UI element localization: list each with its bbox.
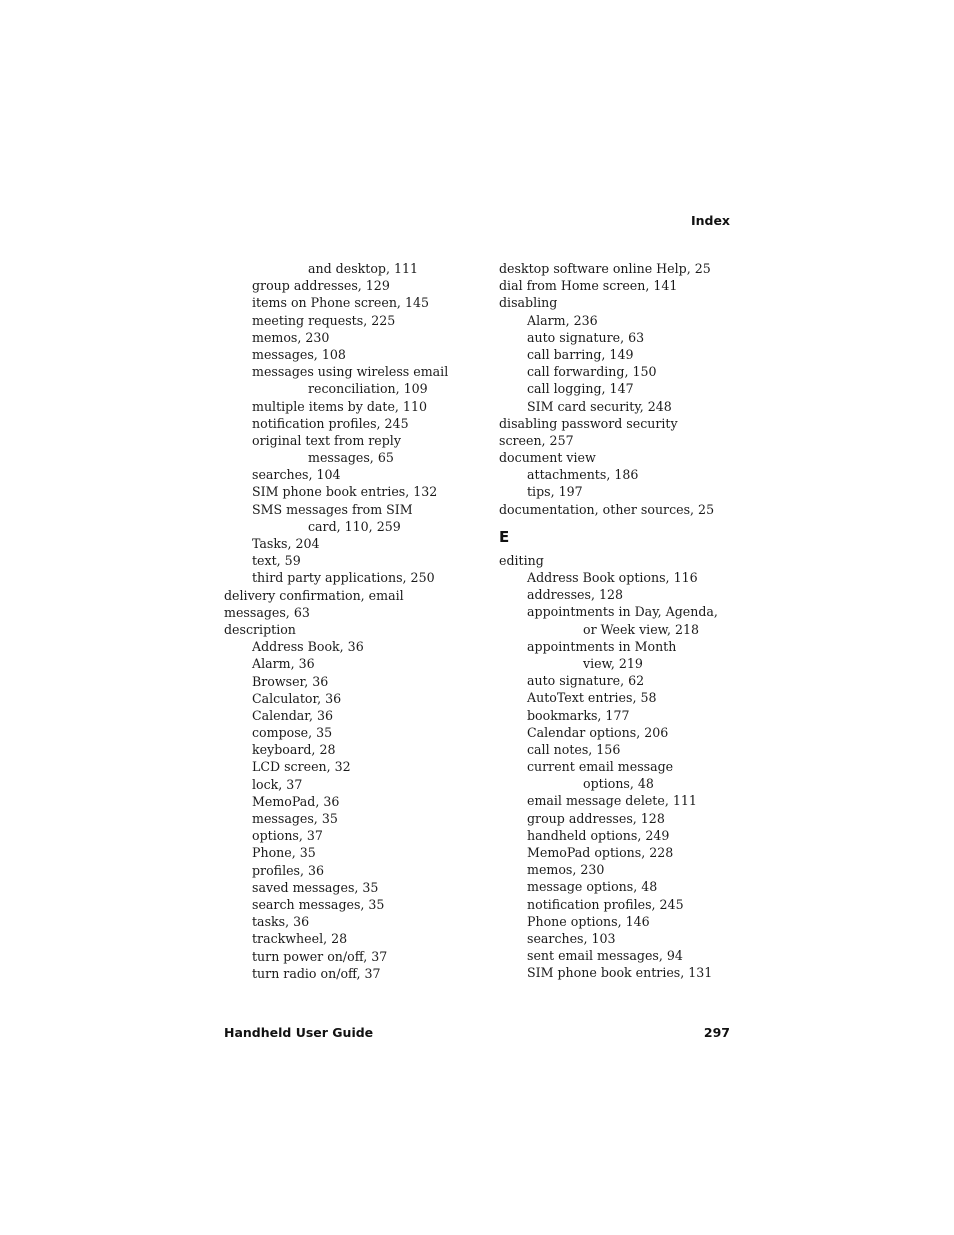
index-entry: messages, 65: [308, 450, 394, 466]
index-entry: description: [224, 621, 296, 637]
index-entry: options, 48: [583, 776, 654, 792]
index-entry: memos, 230: [252, 329, 330, 345]
index-entry: sent email messages, 94: [527, 948, 683, 964]
index-entry: Alarm, 36: [252, 656, 315, 672]
index-group-e: [499, 552, 739, 982]
index-entry: notification profiles, 245: [527, 896, 684, 912]
index-entry: Phone, 35: [252, 845, 316, 861]
index-entry: Address Book, 36: [252, 639, 364, 655]
index-entry: screen, 257: [499, 432, 574, 448]
index-entry: handheld options, 249: [527, 827, 670, 843]
index-entry: email message delete, 111: [527, 793, 697, 809]
index-entry: Tasks, 204: [252, 536, 320, 551]
index-entry: search messages, 35: [252, 896, 385, 912]
index-entry: disabling: [499, 295, 558, 311]
index-entry: searches, 104: [252, 467, 341, 483]
index-entry: call barring, 149: [527, 346, 634, 362]
index-entry: tips, 197: [527, 484, 583, 500]
footer-page-number: 297: [703, 1025, 730, 1040]
index-entry: editing: [499, 552, 544, 568]
index-column-left: [224, 260, 484, 982]
index-entry: Calendar, 36: [252, 707, 333, 723]
index-entry: desktop software online Help, 25: [499, 261, 711, 276]
index-entry: messages, 63: [224, 604, 310, 620]
index-entry: compose, 35: [252, 725, 333, 741]
index-entry: memos, 230: [527, 862, 605, 878]
index-entry: view, 219: [583, 655, 643, 671]
index-entry: dial from Home screen, 141: [499, 278, 678, 294]
index-entry: Alarm, 236: [527, 312, 598, 328]
index-entry: call notes, 156: [527, 741, 621, 757]
index-entry: group addresses, 129: [252, 278, 390, 294]
index-entry: documentation, other sources, 25: [499, 501, 715, 517]
index-entry: auto signature, 63: [527, 329, 645, 345]
index-entry: MemoPad, 36: [252, 793, 340, 809]
index-entry: document view: [499, 450, 596, 466]
index-entry: MemoPad options, 228: [527, 845, 674, 860]
section-letter-heading: E: [499, 527, 510, 546]
index-entry: notification profiles, 245: [252, 415, 409, 431]
index-entry: saved messages, 35: [252, 879, 379, 895]
index-entry: Calculator, 36: [252, 690, 342, 706]
index-entry: text, 59: [252, 553, 301, 569]
index-entry: lock, 37: [252, 776, 303, 792]
index-entry: Browser, 36: [252, 673, 329, 689]
index-entry: group addresses, 128: [527, 810, 665, 826]
index-entry: original text from reply: [252, 432, 401, 448]
index-entry: appointments in Day, Agenda,: [527, 604, 718, 620]
index-entry: delivery confirmation, email: [224, 587, 404, 603]
index-entry: and desktop, 111: [308, 261, 419, 276]
index-entry: or Week view, 218: [583, 621, 699, 637]
index-entry: messages using wireless email: [252, 364, 449, 380]
running-head: Index: [690, 213, 730, 228]
index-group-d: [499, 260, 739, 518]
index-entry: third party applications, 250: [252, 570, 435, 586]
index-entry: call logging, 147: [527, 381, 634, 397]
index-entry: trackwheel, 28: [252, 931, 348, 947]
index-entry: Phone options, 146: [527, 913, 650, 929]
index-entry: SIM phone book entries, 131: [527, 965, 713, 981]
index-entry: bookmarks, 177: [527, 707, 630, 723]
index-entry: addresses, 128: [527, 587, 623, 603]
index-entry: message options, 48: [527, 879, 658, 895]
index-entry: LCD screen, 32: [252, 759, 351, 775]
index-column-right: [499, 260, 739, 982]
index-entry: current email message: [527, 759, 674, 775]
index-entry: items on Phone screen, 145: [252, 295, 429, 311]
index-entry: reconciliation, 109: [308, 381, 428, 397]
index-entry: appointments in Month: [527, 638, 677, 654]
index-entry: searches, 103: [527, 930, 616, 946]
index-entry: SIM card security, 248: [527, 398, 672, 414]
index-entry: messages, 35: [252, 811, 338, 826]
index-entry: messages, 108: [252, 346, 346, 362]
index-entry: card, 110, 259: [308, 518, 401, 534]
index-entry: turn power on/off, 37: [252, 948, 388, 964]
index-entry: multiple items by date, 110: [252, 398, 427, 414]
index-entry: keyboard, 28: [252, 742, 336, 758]
index-entry: auto signature, 62: [527, 673, 645, 689]
index-entry: SMS messages from SIM: [252, 501, 413, 517]
index-entry: Calendar options, 206: [527, 724, 669, 740]
index-entry: turn radio on/off, 37: [252, 965, 381, 981]
footer-book-title: Handheld User Guide: [224, 1025, 374, 1040]
page-footer: [224, 1025, 730, 1040]
index-entry: AutoText entries, 58: [527, 690, 657, 706]
index-entry: Address Book options, 116: [527, 570, 698, 585]
index-entry: attachments, 186: [527, 467, 639, 483]
index-entry: tasks, 36: [252, 914, 310, 930]
index-entry: options, 37: [252, 828, 323, 844]
index-entry: disabling password security: [499, 415, 678, 431]
index-entry: meeting requests, 225: [252, 312, 396, 328]
index-entry: profiles, 36: [252, 862, 325, 878]
index-entry: SIM phone book entries, 132: [252, 484, 438, 500]
index-entry: call forwarding, 150: [527, 364, 657, 380]
